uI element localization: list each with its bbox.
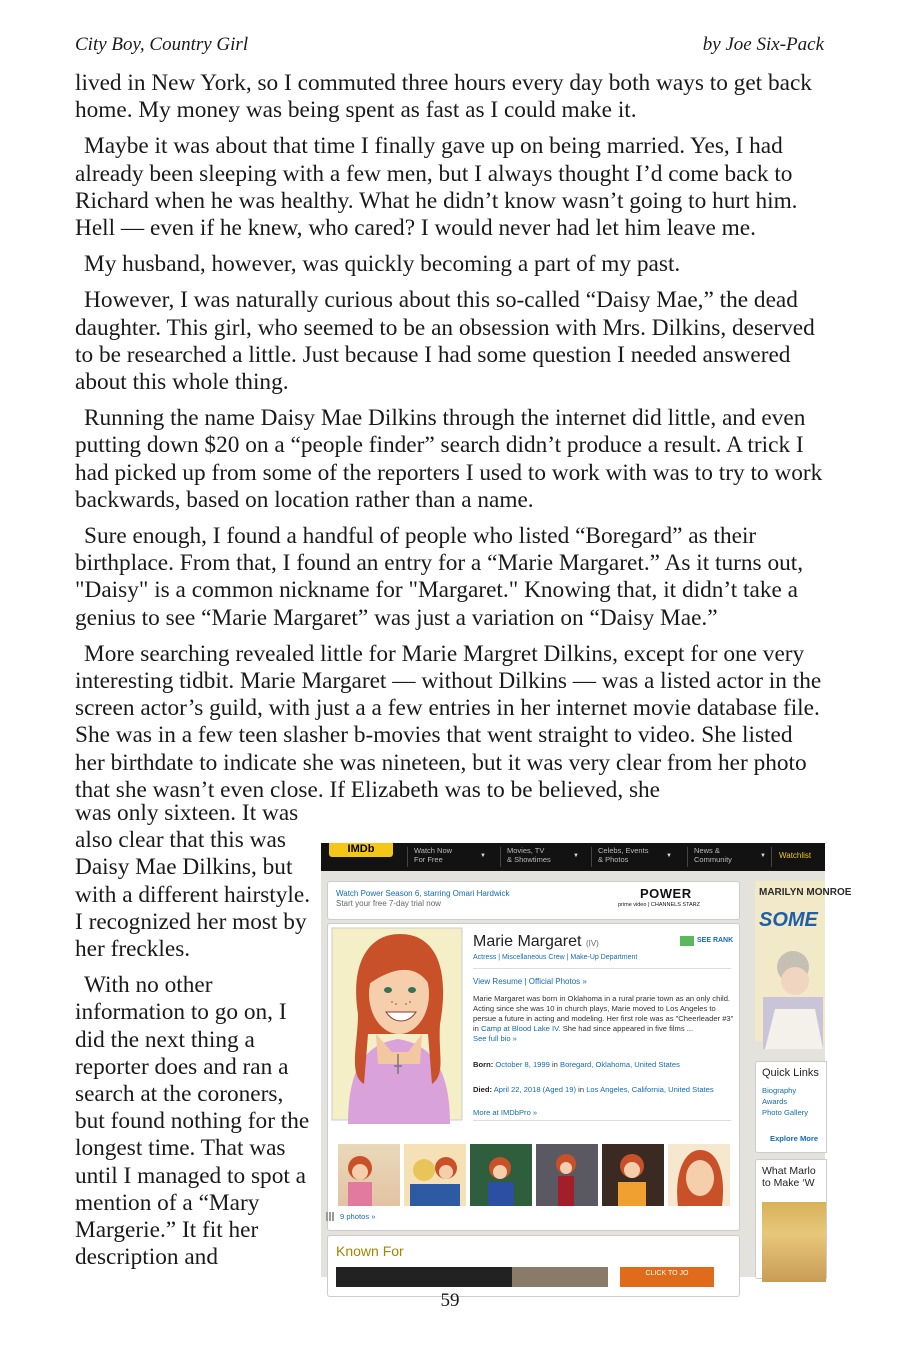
- photo-thumbnail[interactable]: [602, 1144, 664, 1206]
- caret-down-icon: ▼: [666, 853, 672, 859]
- known-for-section: [327, 1235, 740, 1297]
- see-rank-label: SEE RANK: [697, 937, 734, 944]
- quick-link-biography[interactable]: Biography: [762, 1086, 797, 1095]
- ad-illustration: [755, 939, 825, 1049]
- quick-links-title: Quick Links: [762, 1067, 819, 1079]
- nav-label: & Showtimes: [507, 855, 551, 864]
- photo-art: [404, 1144, 466, 1206]
- divider: [473, 1120, 731, 1121]
- nav-divider: [407, 847, 408, 867]
- paragraph: My husband, however, was quickly becoming a part of my past.: [84, 251, 681, 278]
- photo-art: [602, 1144, 664, 1206]
- born-date-link[interactable]: October 8, 1999: [495, 1060, 550, 1069]
- resume-photos-links[interactable]: View Resume | Official Photos »: [473, 977, 587, 986]
- photos-count-link[interactable]: [338, 1212, 375, 1221]
- nav-label: Community: [694, 855, 732, 864]
- photo-thumbnail[interactable]: [404, 1144, 466, 1206]
- photo-thumbnail[interactable]: [536, 1144, 598, 1206]
- caret-down-icon: ▼: [760, 853, 766, 859]
- bio-movie-link[interactable]: Camp at Blood Lake IV.: [481, 1024, 561, 1033]
- nav-divider: [500, 847, 501, 867]
- running-header: [75, 34, 824, 58]
- watchlist-link[interactable]: Watchlist: [779, 851, 812, 860]
- news-teaser-title: [762, 1165, 816, 1189]
- nav-item-watch[interactable]: [414, 846, 486, 864]
- side-text: [75, 800, 315, 1280]
- quick-link-photo-gallery[interactable]: Photo Gallery: [762, 1108, 809, 1117]
- photo-art: [536, 1144, 598, 1206]
- news-title-line: to Make ‘W: [762, 1177, 815, 1189]
- quick-link-awards[interactable]: Awards: [762, 1097, 788, 1106]
- born-place-link[interactable]: Boregard, Oklahoma, United States: [560, 1060, 680, 1069]
- imdb-screenshot: [321, 843, 852, 1277]
- nav-label: & Photos: [598, 855, 629, 864]
- nav-item-news[interactable]: [694, 846, 766, 864]
- advertisement[interactable]: [755, 881, 852, 1041]
- died-place-link[interactable]: Los Angeles, California, United States: [586, 1085, 714, 1094]
- photo-art: [668, 1144, 730, 1206]
- imdbpro-link[interactable]: More at IMDbPro »: [473, 1108, 538, 1117]
- news-title-line: What Marlo: [762, 1165, 816, 1177]
- actor-name-text: Marie Margaret: [473, 933, 582, 950]
- known-for-poster[interactable]: [336, 1267, 512, 1287]
- quick-links-panel: [755, 1061, 827, 1153]
- bio-tail: She had since appeared in five films ...: [562, 1024, 694, 1033]
- paragraph: Maybe it was about that time I finally gave up on being married. Yes, I had already been sleeping with a few men, but I always thought I’d come back to Richard when he was healthy. What he didn’t know wasn’t going to hurt him. Hell — even if he knew, who cared? I would never had let him leave me.: [75, 133, 798, 242]
- bio-summary: [473, 994, 735, 1044]
- author-name: by Joe Six-Pack: [702, 34, 824, 55]
- see-full-bio-link[interactable]: See full bio »: [473, 1034, 517, 1043]
- caret-down-icon: ▼: [480, 853, 486, 859]
- promo-subline: Start your free 7-day trial now: [336, 899, 441, 908]
- photo-thumbnail[interactable]: [668, 1144, 730, 1206]
- profile-card: [327, 923, 740, 1231]
- nav-item-celebs[interactable]: [598, 846, 672, 864]
- rank-chart-icon: [680, 936, 694, 946]
- prime-video-logo: prime video | CHANNELS STARZ: [618, 902, 701, 908]
- paragraph: Sure enough, I found a handful of people who listed “Boregard” as their birthplace. From that, I found an entry for a “Marie Margaret.” As it turns out, "Daisy" is a common nickname for "Margaret." Knowing that, it didn’t take a genius to see “Marie Margaret” was just a variation on “Daisy Mae.”: [75, 523, 804, 631]
- see-rank-button[interactable]: [680, 934, 734, 947]
- died-in: in: [578, 1085, 585, 1094]
- born-label: Born:: [473, 1060, 494, 1069]
- photo-art: [470, 1144, 532, 1206]
- ad-title: MARILYN MONROE: [759, 887, 852, 898]
- imdb-logo[interactable]: IMDb: [329, 843, 393, 857]
- photo-thumbnail[interactable]: [338, 1144, 400, 1206]
- news-teaser-image: [762, 1202, 826, 1282]
- paragraph: lived in New York, so I commuted three hours every day both ways to get back home. My money was being spent as fast as I could make it.: [75, 70, 812, 124]
- explore-more-link[interactable]: Explore More: [770, 1134, 819, 1143]
- nav-divider: [591, 847, 592, 867]
- news-teaser[interactable]: [755, 1159, 827, 1279]
- nav-label: News &: [694, 846, 720, 855]
- paragraph: More searching revealed little for Marie Margret Dilkins, except for one very interesting tidbit. Marie Margaret — without Dilkins — was a listed actor in the screen actor’s guild, with just a a few entries in her internet movie database file. She was in a few teen slasher b-movies that went straight to video. She listed her birthdate to indicate she was nineteen, but it was very clear from her photo that she wasn’t even close. If Elizabeth was to be believed, she: [75, 640, 822, 803]
- photos-count-label: 9 photos »: [340, 1212, 376, 1221]
- right-sidebar: [751, 871, 852, 1277]
- job-categories[interactable]: Actress | Miscellaneous Crew | Make-Up Department: [473, 954, 638, 961]
- imdb-navbar: [321, 843, 825, 871]
- body-text: [75, 70, 825, 813]
- photo-art: [338, 1144, 400, 1206]
- nav-label: Movies, TV: [507, 846, 545, 855]
- paragraph: Running the name Daisy Mae Dilkins through the internet did little, and even putting down $20 on a “people finder” search didn’t produce a result. A trick I had picked up from some of the reporters I used to work with was to try to work backwards, based on location rather than a name.: [75, 405, 823, 513]
- died-date-link[interactable]: April 22, 2018 (Aged 19): [493, 1085, 577, 1094]
- died-label: Died:: [473, 1085, 492, 1094]
- known-for-poster[interactable]: [512, 1267, 608, 1287]
- divider: [473, 968, 731, 969]
- power-logo: POWER: [640, 886, 692, 901]
- headshot-illustration: [328, 924, 464, 1124]
- grid-icon: [326, 1212, 335, 1221]
- paragraph: With no other information to go on, I did the next thing a reporter does and ran a search at the coroners, but found nothing for the longest time. That was until I managed to spot a mention of a “Mary Margerie.” It fit her description and: [75, 972, 310, 1271]
- caret-down-icon: ▼: [573, 853, 579, 859]
- born-info: [473, 1060, 735, 1070]
- died-info: [473, 1085, 735, 1095]
- known-for-heading: Known For: [336, 1243, 404, 1259]
- book-title: City Boy, Country Girl: [75, 34, 249, 55]
- nav-divider: [771, 847, 772, 867]
- nav-label: Watch Now: [414, 846, 453, 855]
- bio-text: Marie Margaret was born in Oklahoma in a rural prarie town as an only child. Acting since she was 10 in church plays, Marie moved to Los Angeles to persue a future in acting and modeling. Her first role was as "Cheerleader #3" in: [473, 994, 734, 1033]
- actor-name: [473, 933, 599, 951]
- nav-divider: [687, 847, 688, 867]
- photo-thumbnail[interactable]: [470, 1144, 532, 1206]
- nav-item-movies[interactable]: [507, 846, 579, 864]
- click-to-join-button[interactable]: CLICK TO JO: [620, 1267, 714, 1287]
- promo-banner[interactable]: [327, 881, 740, 920]
- paragraph: was only sixteen. It was also clear that this was Daisy Mae Dilkins, but with a different hairstyle. I recognized her most by her freckles.: [75, 800, 311, 963]
- nav-label: For Free: [414, 855, 443, 864]
- promo-headline: Watch Power Season 6, starring Omari Hardwick: [336, 889, 510, 898]
- paragraph: However, I was naturally curious about this so-called “Daisy Mae,” the dead daughter. This girl, who seemed to be an obsession with Mrs. Dilkins, deserved to be researched a little. Just because I had some question I needed answered about this whole thing.: [75, 287, 815, 396]
- born-in: in: [551, 1060, 558, 1069]
- name-suffix: (IV): [585, 939, 599, 948]
- page-number: 59: [440, 1290, 460, 1311]
- ad-subtitle: SOME: [759, 909, 818, 931]
- nav-label: Celebs, Events: [598, 846, 649, 855]
